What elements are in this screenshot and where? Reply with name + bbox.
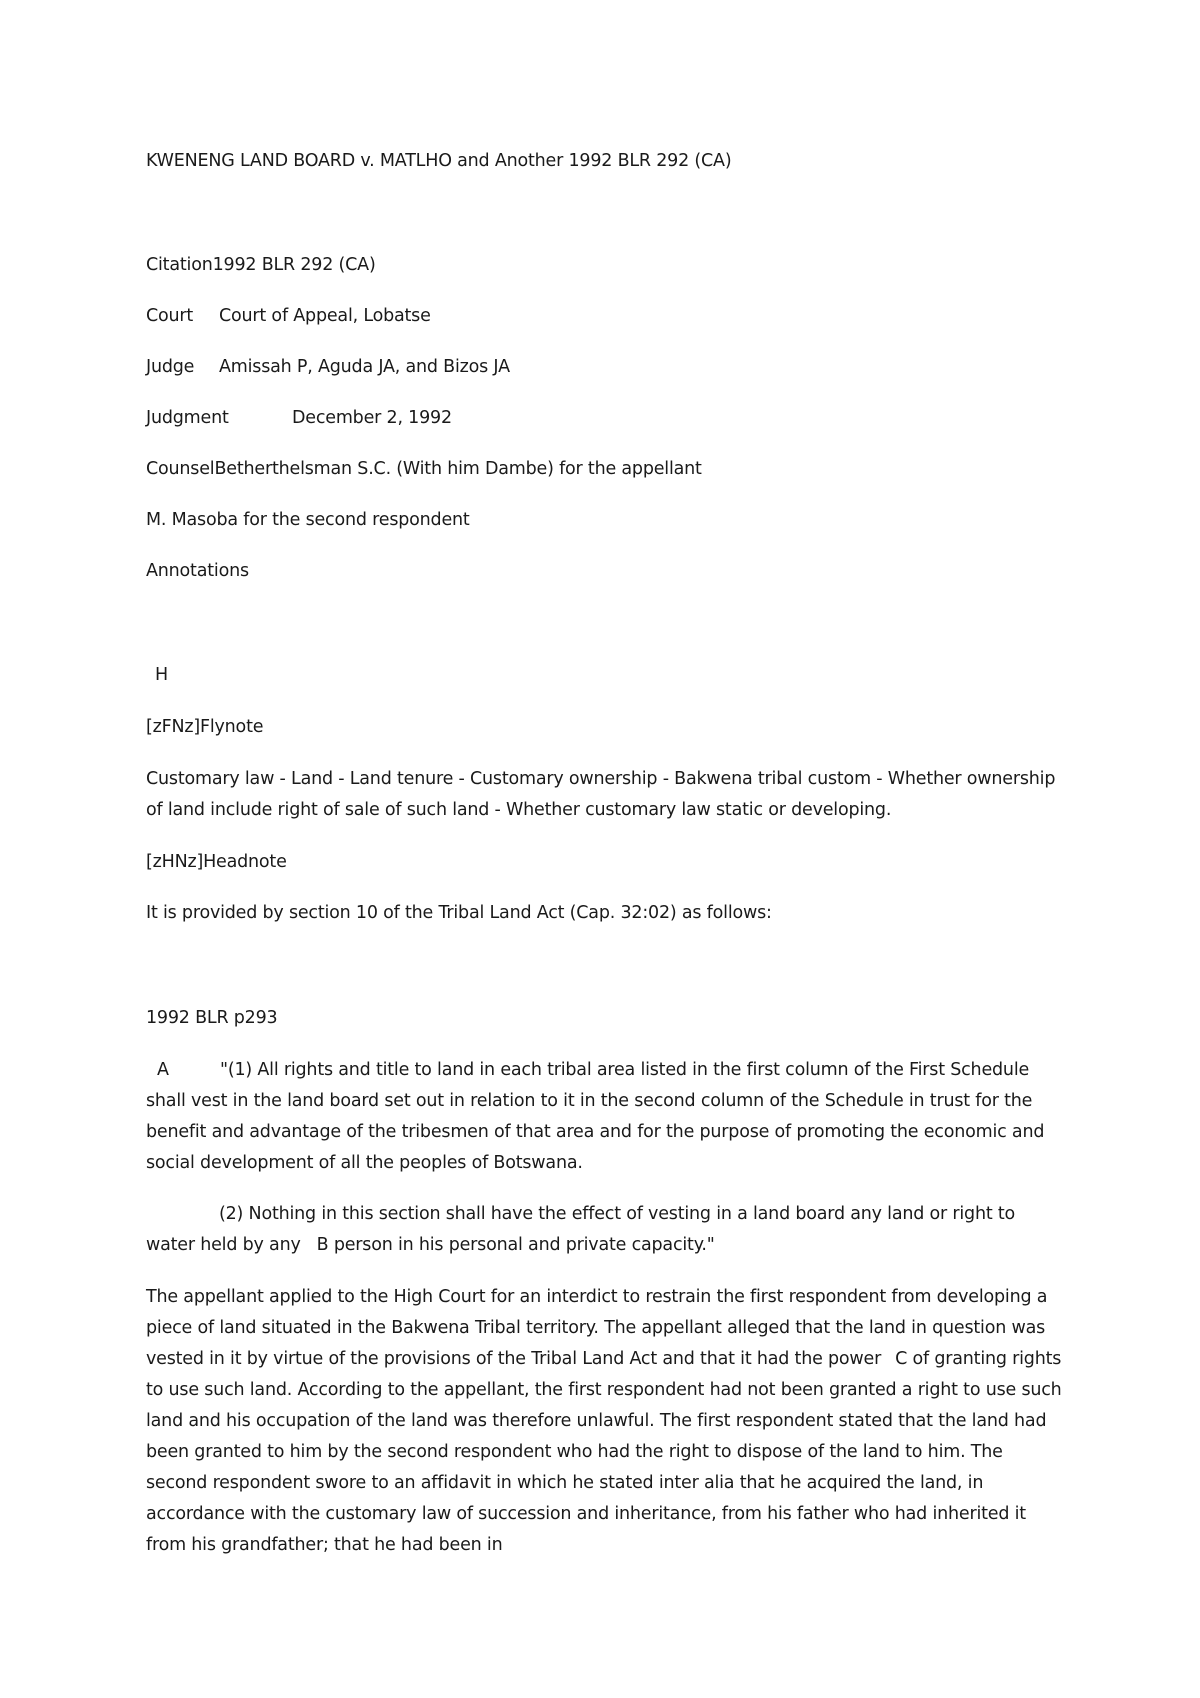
counsel-value: Betherthelsman S.C. (With him Dambe) for the appellant <box>214 459 702 479</box>
citation-row <box>146 250 376 281</box>
judgment-label: Judgment <box>146 408 229 428</box>
judgment-value: December 2, 1992 <box>292 408 452 428</box>
quote-paragraph-2 <box>146 1199 1066 1261</box>
judge-value: Amissah P, Aguda JA, and Bizos JA <box>219 357 510 377</box>
body-text-2: of granting rights to use such land. According to the appellant, the first respondent had not been granted a right to use such land and his occupation of the land was therefore unlawful. The first respondent stated that the land had been granted to him by the second respondent who had the right to dispose of the land to him. The second respondent swore to an affidavit in which he stated inter alia that he acquired the land, in accordance with the customary law of succession and inheritance, from his father who had inherited it from his grandfather; that he had been in <box>146 1349 1062 1555</box>
quote-paragraph-1 <box>146 1055 1066 1179</box>
flynote-heading: [zFNz]Flynote <box>146 717 264 737</box>
court-value: Court of Appeal, Lobatse <box>219 306 431 326</box>
citation-label: Citation <box>146 255 213 275</box>
flynote-text: Customary law - Land - Land tenure - Customary ownership - Bakwena tribal custom - Whether ownership of land include right of sale of such land - Whether customary law static or developing. <box>146 769 1056 820</box>
body-text-1: The appellant applied to the High Court for an interdict to restrain the first respondent from developing a piece of land situated in the Bakwena Tribal territory. The appellant alleged that the land in question was vested in it by virtue of the provisions of the Tribal Land Act and that it had the power <box>146 1287 1048 1369</box>
margin-letter-a: A <box>157 1060 169 1080</box>
quote-text-2a: (2) Nothing in this section shall have the effect of vesting in a land board any land or right to water held by any <box>146 1204 1016 1255</box>
counsel-row <box>146 454 702 485</box>
judge-row <box>146 352 510 383</box>
headnote-intro: It is provided by section 10 of the Tribal Land Act (Cap. 32:02) as follows: <box>146 903 772 923</box>
case-title: KWENENG LAND BOARD v. MATLHO and Another 1992 BLR 292 (CA) <box>146 151 732 171</box>
counsel-line-2: M. Masoba for the second respondent <box>146 510 470 530</box>
margin-letter-c: C <box>895 1349 908 1369</box>
body-paragraph <box>146 1282 1066 1561</box>
quote-text-2b: person in his personal and private capacity." <box>333 1235 715 1255</box>
counsel-label: Counsel <box>146 459 215 479</box>
court-label: Court <box>146 306 194 326</box>
page-reference: 1992 BLR p293 <box>146 1008 278 1028</box>
margin-letter-h: H <box>155 665 168 685</box>
quote-text-1: "(1) All rights and title to land in each tribal area listed in the first column of the First Schedule shall vest in the land board set out in relation to it in the second column of the Schedule in trust for the benefit and advantage of the tribesmen of that area and for the purpose of promoting the economic and social development of all the peoples of Botswana. <box>146 1060 1045 1173</box>
headnote-heading: [zHNz]Headnote <box>146 852 287 872</box>
margin-letter-b: B <box>316 1235 329 1255</box>
judge-label: Judge <box>146 357 195 377</box>
court-row <box>146 301 431 332</box>
annotations-label: Annotations <box>146 561 249 581</box>
judgment-row <box>146 403 452 434</box>
citation-value: 1992 BLR 292 (CA) <box>212 255 376 275</box>
